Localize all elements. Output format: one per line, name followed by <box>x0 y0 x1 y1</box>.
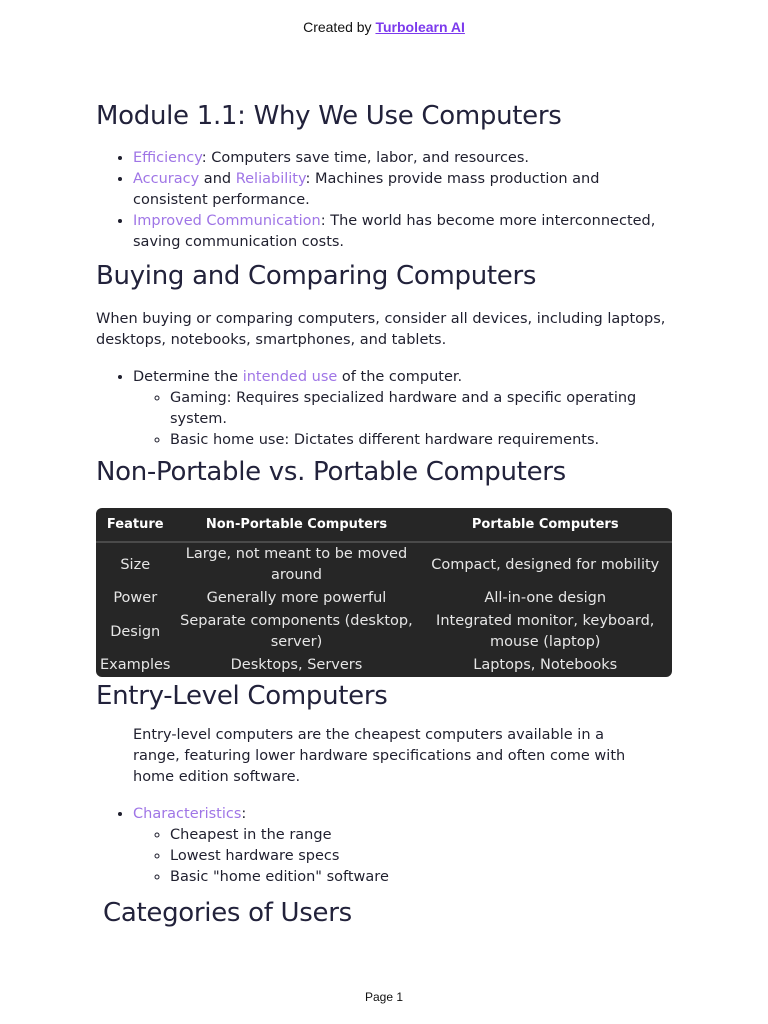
comparison-table <box>96 508 672 677</box>
list-item: • Efficiency: Computers save time, labor, and resources. <box>133 148 676 169</box>
table-cell: All-in-one design <box>484 590 607 606</box>
buying-bullet-list <box>96 367 676 451</box>
list-item: • Characteristics: ◦ Cheapest in the range ◦ Lowest hardware specs ◦ Basic "home edition" software <box>133 804 676 888</box>
module-title: Module 1.1: Why We Use Computers <box>96 101 562 131</box>
list-item: ◦ Gaming: Requires specialized hardware and a specific operating system. <box>170 388 676 430</box>
table-cell: Generally more powerful <box>206 590 387 606</box>
list-item: ◦ Basic home use: Dictates different hardware requirements. <box>170 430 676 451</box>
column-header: Feature <box>96 508 174 542</box>
table-cell: Compact, designed for mobility <box>431 556 660 573</box>
buying-paragraph: When buying or comparing computers, consider all devices, including laptops, desktops, notebooks, smartphones, and tablets. <box>96 311 666 348</box>
table-cell: Size <box>120 556 151 573</box>
users-title: Categories of Users <box>103 898 352 928</box>
list-item: • Determine the intended use of the computer. ◦ Gaming: Requires specialized hardware and a specific operating system. ◦ Basic home use: Dictates different hardware requirements. <box>133 367 676 451</box>
table-row <box>96 610 672 654</box>
buying-title: Buying and Comparing Computers <box>96 261 537 291</box>
table-cell: Examples <box>100 657 171 673</box>
buying-sub-list <box>133 388 676 451</box>
table-cell: Laptops, Notebooks <box>473 657 618 673</box>
page-number: Page 1 <box>364 990 404 1004</box>
table-cell: Power <box>113 590 158 606</box>
module-bullet-list <box>96 148 676 253</box>
term-efficiency: Efficiency <box>133 150 202 166</box>
term-intended-use: intended use <box>242 369 338 385</box>
table-header-row <box>96 508 672 542</box>
term-characteristics: Characteristics <box>133 806 242 822</box>
turbolearn-link[interactable]: Turbolearn AI <box>375 19 465 35</box>
table-row <box>96 542 672 587</box>
column-header: Non-Portable Computers <box>174 508 418 542</box>
portable-title: Non-Portable vs. Portable Computers <box>96 457 566 487</box>
list-item: ◦ Lowest hardware specs <box>170 846 676 867</box>
list-item: ◦ Basic "home edition" software <box>170 867 676 888</box>
term-reliability: Reliability <box>235 171 306 187</box>
header-credit <box>0 19 768 35</box>
entry-bullet-list <box>96 804 676 888</box>
term-improved-communication: Improved Communication <box>133 213 321 229</box>
table-cell: Desktops, Servers <box>230 657 363 673</box>
entry-paragraph: Entry-level computers are the cheapest computers available in a range, featuring lower hardware specifications and often come with home edition software. <box>133 727 626 785</box>
table-cell: Separate components (desktop, server) <box>180 613 413 650</box>
term-accuracy: Accuracy <box>133 171 200 187</box>
entry-sub-list <box>133 825 676 888</box>
entry-title: Entry-Level Computers <box>96 681 388 711</box>
list-item: • Improved Communication: The world has become more interconnected, saving communication costs. <box>133 211 676 253</box>
column-header: Portable Computers <box>418 508 672 542</box>
table-row <box>96 654 672 677</box>
table-cell: Design <box>110 623 161 640</box>
table-row <box>96 587 672 610</box>
table-cell: Large, not meant to be moved around <box>185 546 408 583</box>
table-cell: Integrated monitor, keyboard, mouse (laptop) <box>436 613 655 650</box>
credit-prefix: Created by <box>303 19 376 35</box>
list-item: • Accuracy and Reliability: Machines provide mass production and consistent performance. <box>133 169 676 211</box>
list-item: ◦ Cheapest in the range <box>170 825 676 846</box>
document-content <box>96 97 676 932</box>
